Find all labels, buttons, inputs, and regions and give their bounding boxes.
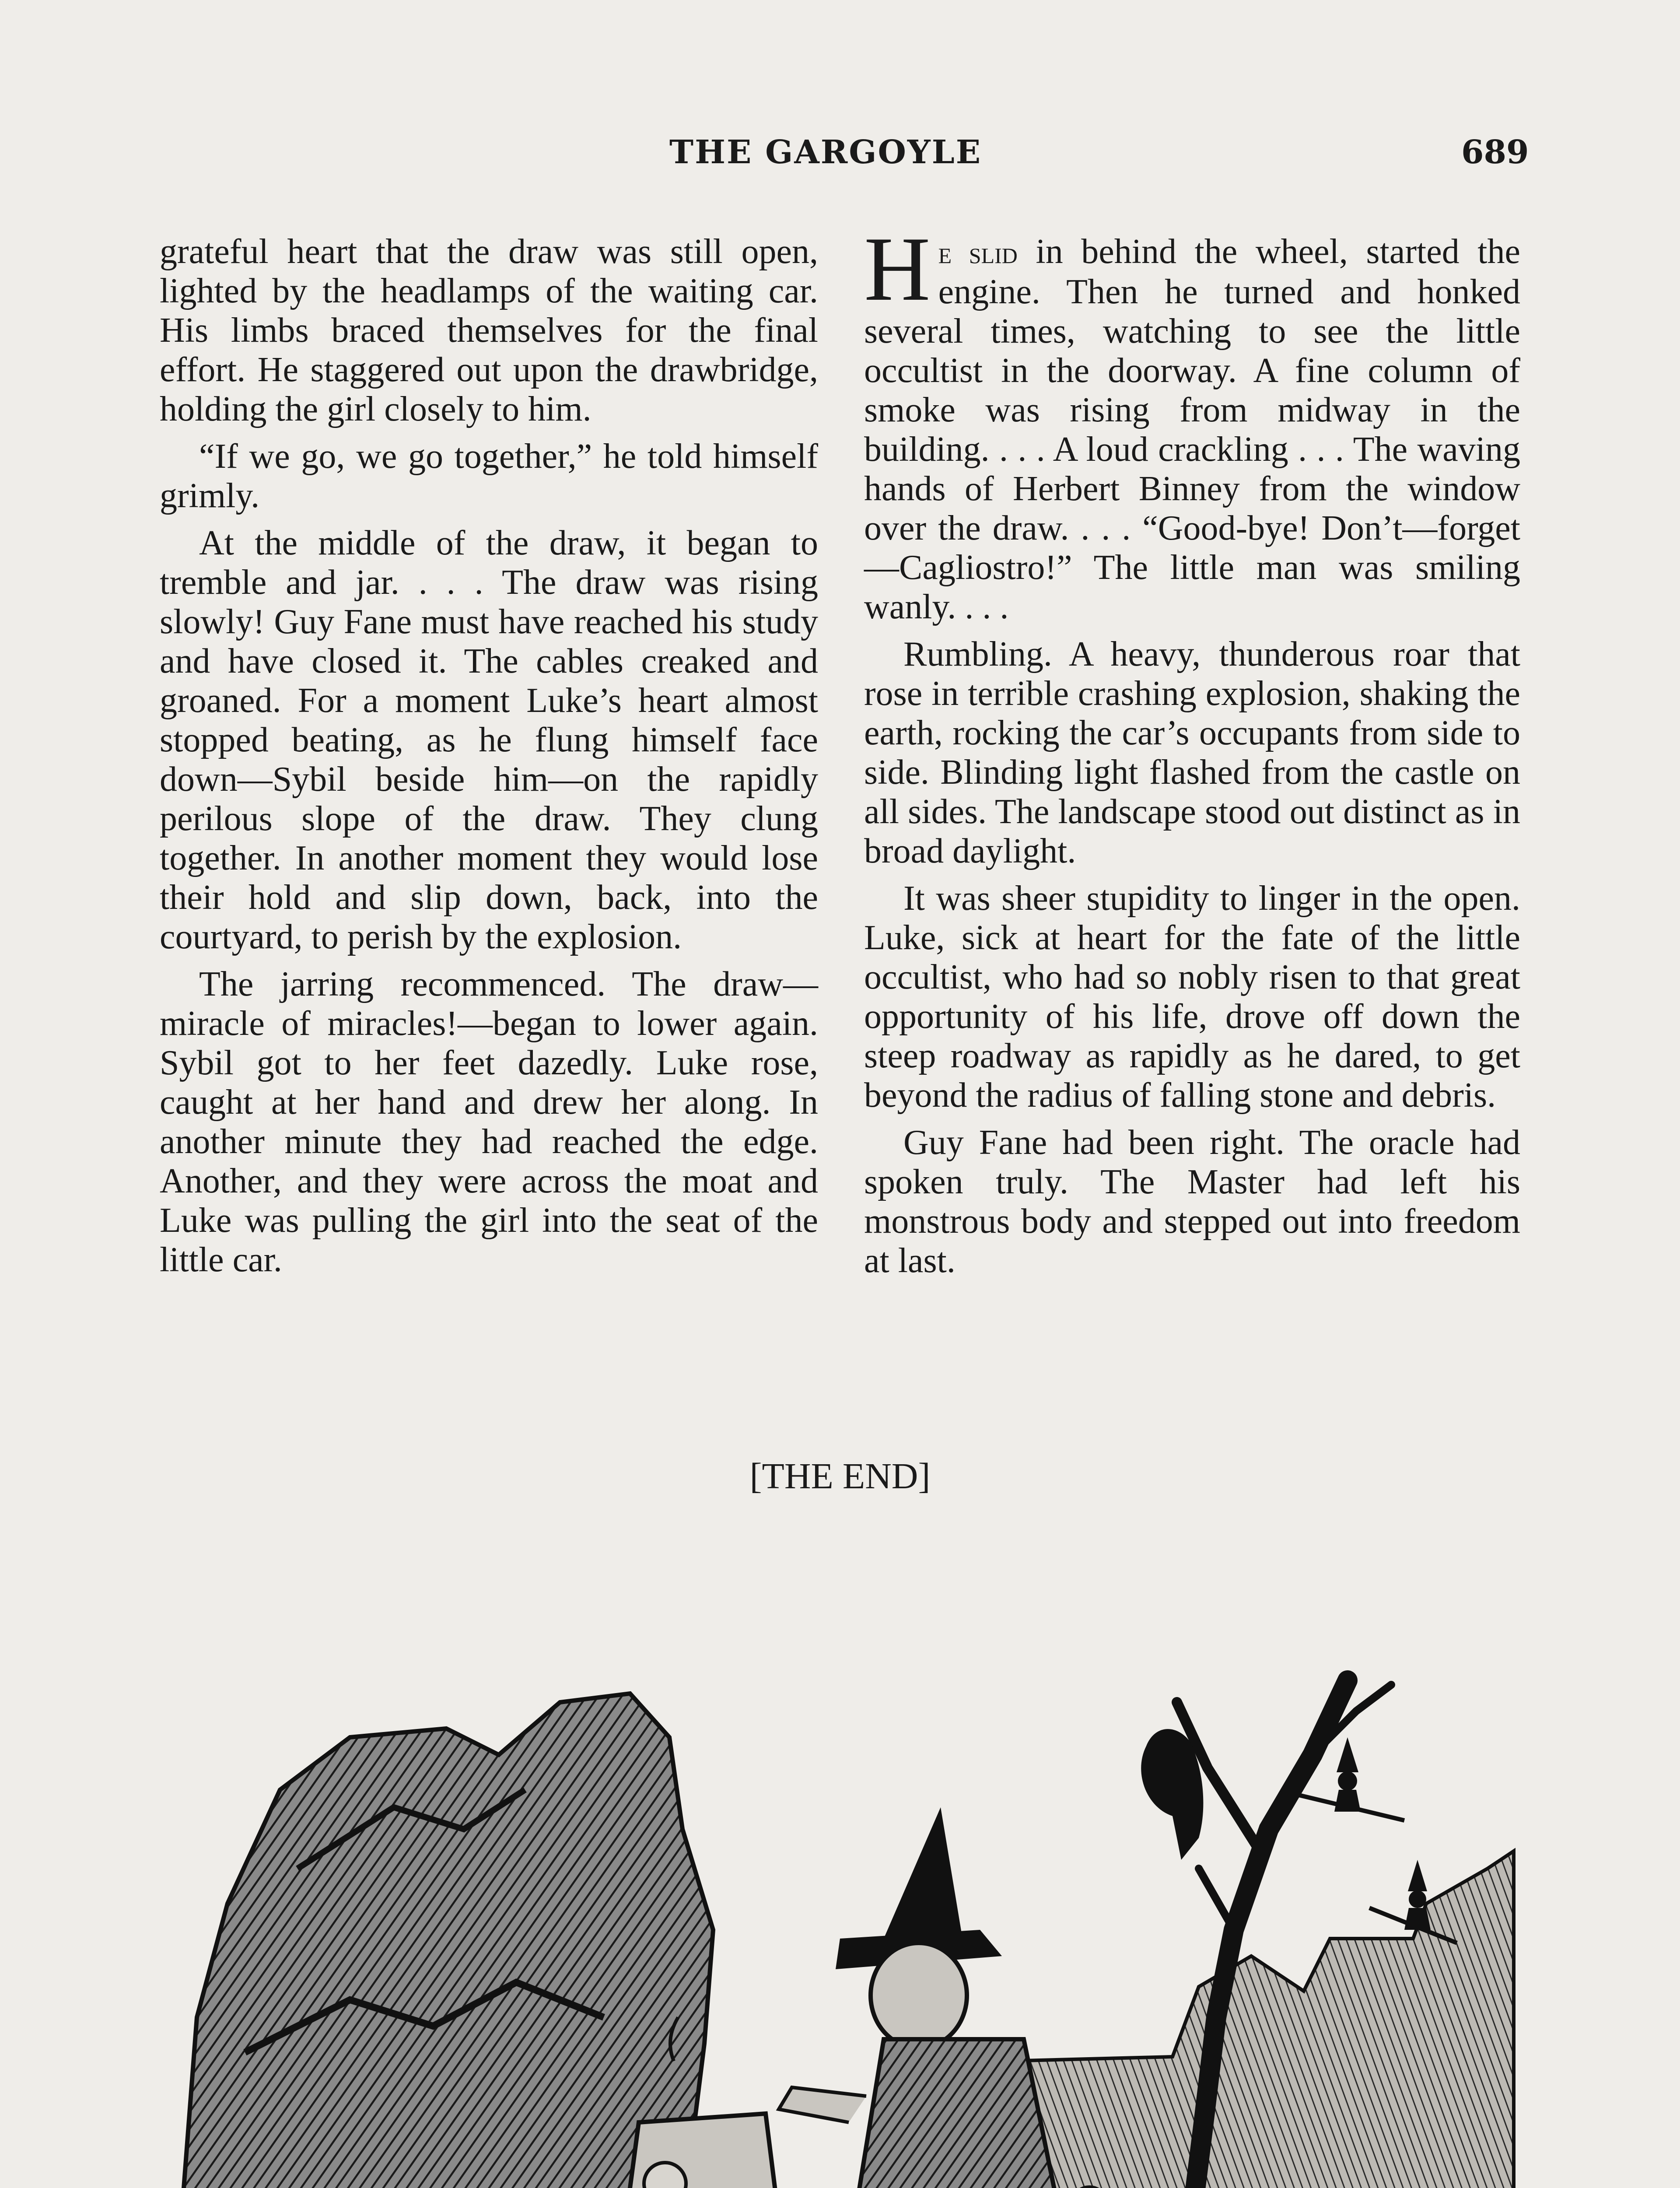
small-caps-lead: e slid xyxy=(938,235,1018,270)
boulder-shape xyxy=(179,1694,713,2188)
paragraph: It was sheer stupidity to linger in the open. Luke, sick at heart for the fate of the little occultist, who had so nobly risen to that great opportunity of his life, drove off down the steep roadway as rapidly as he dared, to get beyond the radius of falling stone and debris. xyxy=(864,879,1520,1115)
right-column xyxy=(864,218,1521,1288)
paragraph: “If we go, we go together,” he told himself grimly. xyxy=(160,437,818,515)
paragraph: At the middle of the draw, it began to tremble and jar. . . . The draw was rising slowly! Guy Fane must have reached his study and have closed it. The cables creaked and groaned. For a moment Luke’s heart almost stopped beating, as he flung himself face down—Sybil beside him—on the rapidly perilous slope of the draw. They clung together. In another moment they would lose their hold and slip down, back, into the courtyard, to perish by the explosion. xyxy=(160,524,818,956)
running-title: THE GARGOYLE xyxy=(669,133,982,171)
paragraph: Guy Fane had been right. The oracle had spoken truly. The Master had left his monstrous body and stepped out into freedom at last. xyxy=(864,1123,1520,1280)
drop-cap: H xyxy=(864,218,931,320)
paragraph: Rumbling. A heavy, thunderous roar that rose in terrible crashing explosion, shaking the earth, rocking the car’s occupants from side to side. Blinding light flashed from the castle on all sides. The landscape stood out distinct as in broad daylight. xyxy=(864,635,1520,870)
opening-paragraph xyxy=(864,218,1521,627)
page-number: 689 xyxy=(1461,133,1529,171)
page-header xyxy=(0,133,1680,177)
witch-illustration xyxy=(166,1623,1527,2188)
end-mark: [THE END] xyxy=(749,1456,931,1497)
left-column xyxy=(160,232,818,1287)
witch-figure xyxy=(779,1807,1068,2188)
paragraph: grateful heart that the draw was still open, lighted by the headlamps of the waiting car. His limbs braced themselves for the final effort. He staggered out upon the drawbridge, holding the girl closely to him. xyxy=(160,232,818,428)
hills-shape xyxy=(998,1851,1514,2188)
opening-paragraph-text: in behind the wheel, started the engine. Then he turned and honked several times, watching to see the little occultist in the doorway. A fine column of smoke was rising from midway in the building. . . . A loud crackling . . . The waving hands of Herbert Binney from the window over the draw. . . . “Good-bye! Don’t—forget—Cagliostro!” The little man was smiling wanly. . . . xyxy=(864,232,1521,626)
paragraph: The jarring recommenced. The draw—miracle of miracles!—began to lower again. Sybil got to her feet dazedly. Luke rose, caught at her hand and drew her along. In another minute they had reached the edge. Another, and they were across the moat and Luke was pulling the girl into the seat of the little car. xyxy=(160,965,818,1279)
